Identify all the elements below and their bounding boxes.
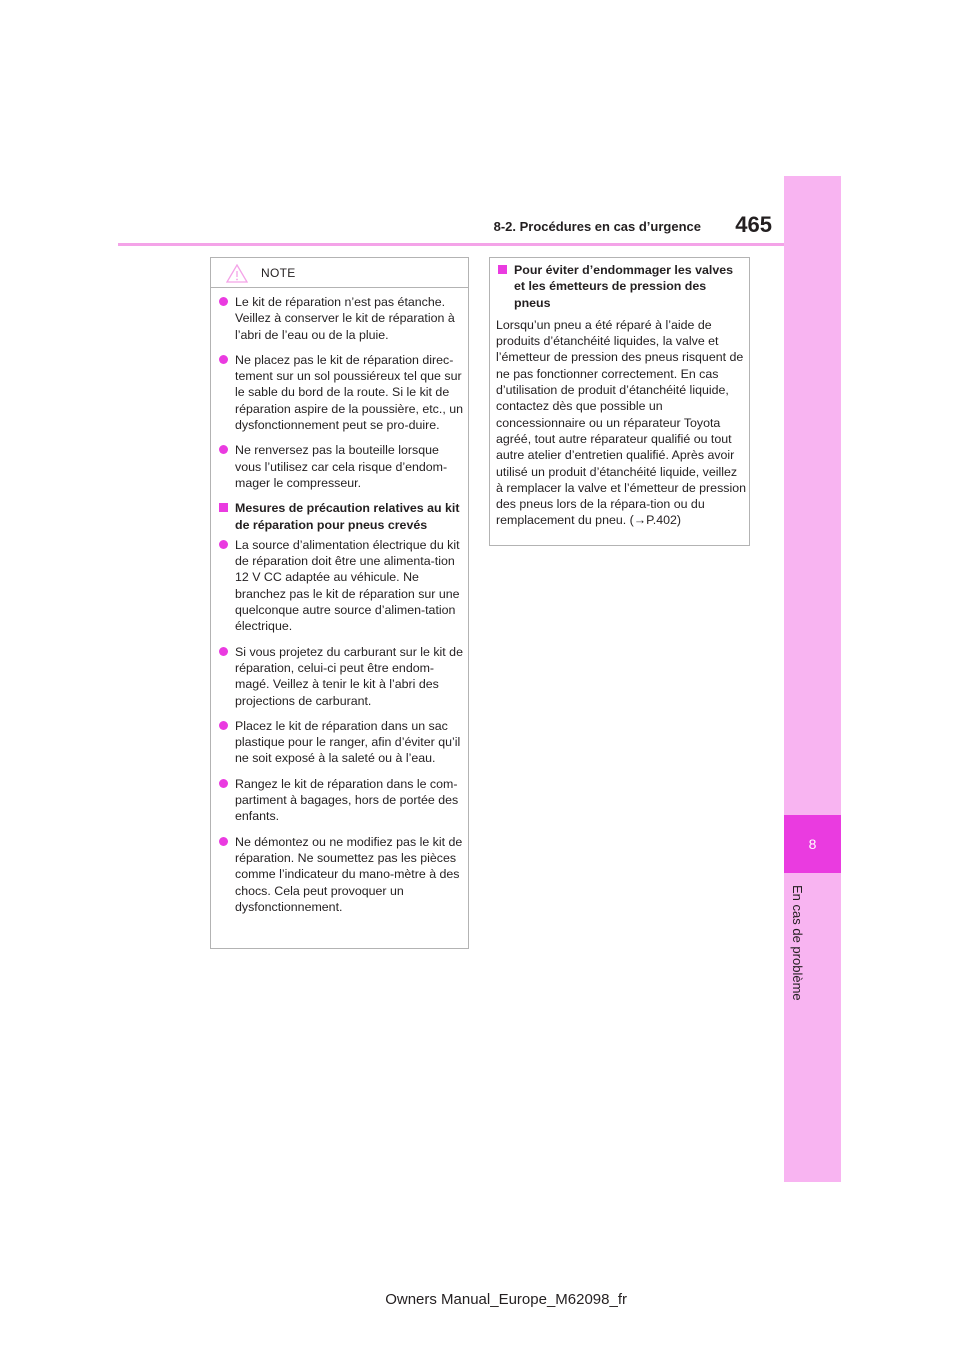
- header-rule: [118, 243, 784, 246]
- bullet-icon: [219, 647, 228, 656]
- note-subheading: Mesures de précaution relatives au kit de réparation pour pneus crevés: [217, 500, 465, 533]
- info-heading: Pour éviter d’endommager les valves et les émetteurs de pression des pneus: [496, 262, 746, 311]
- list-item: La source d’alimentation électrique du kit de réparation doit être une alimenta-tion 12 V CC adaptée au véhicule. Ne branchez pas le kit de réparation sur une quelconque autre source d’alimen-tation électrique.: [217, 537, 465, 635]
- note-content: [217, 294, 465, 924]
- list-item: Rangez le kit de réparation dans le com-partiment à bagages, hors de portée des enfants.: [217, 776, 465, 825]
- bullet-icon: [219, 355, 228, 364]
- list-item: Le kit de réparation n’est pas étanche. Veillez à conserver le kit de réparation à l’abri de l’eau ou de la pluie.: [217, 294, 465, 343]
- list-item: Placez le kit de réparation dans un sac plastique pour le ranger, afin d’éviter qu’il ne soit exposé à la saleté ou à l’eau.: [217, 718, 465, 767]
- chapter-title: En cas de problème: [790, 885, 805, 1001]
- info-content: [496, 262, 746, 529]
- chapter-side-tab: [784, 176, 841, 1182]
- bullet-icon: [219, 297, 228, 306]
- bullet-icon: [219, 779, 228, 788]
- note-box: [210, 257, 469, 949]
- list-item: Ne démontez ou ne modifiez pas le kit de réparation. Ne soumettez pas les pièces comme l’indicateur du mano-mètre à des chocs. Cela peut provoquer un dysfonctionnement.: [217, 834, 465, 915]
- info-body: Lorsqu’un pneu a été réparé à l’aide de produits d’étanchéité liquides, la valve et l’émetteur de pression des pneus risquent de ne pas fonctionner correctement. En cas d’utilisation de produit d’étanchéité liquide, contactez dès que possible un concessionnaire ou un réparateur Toyota agréé, tout autre réparateur qualifié ou tout autre atelier d’entretien qualifié. Après avoir utilisé un produit d’étanchéité liquide, veillez à remplacer la valve et l’émetteur de pression des pneus lors de la répara-tion ou du remplacement du pneu. (→P.402): [496, 317, 746, 528]
- warning-triangle-icon: [226, 264, 248, 283]
- chapter-number: 8: [784, 815, 841, 873]
- section-title: 8-2. Procédures en cas d’urgence: [493, 219, 701, 234]
- footer-manual-id: Owners Manual_Europe_M62098_fr: [385, 1291, 627, 1308]
- page-number: 465: [735, 212, 772, 237]
- list-item: Ne renversez pas la bouteille lorsque vous l’utilisez car cela risque d’endom-mager le compresseur.: [217, 442, 465, 491]
- bullet-icon: [219, 540, 228, 549]
- list-item: Si vous projetez du carburant sur le kit de réparation, celui-ci peut être endom-magé. Veillez à tenir le kit à l’abri des projections de carburant.: [217, 644, 465, 709]
- bullet-icon: [219, 721, 228, 730]
- note-label: NOTE: [261, 266, 296, 280]
- bullet-icon: [219, 445, 228, 454]
- square-bullet-icon: [498, 265, 507, 274]
- square-bullet-icon: [219, 503, 228, 512]
- info-box: [489, 257, 750, 546]
- bullet-icon: [219, 837, 228, 846]
- chapter-title-container: [785, 885, 809, 1010]
- list-item: Ne placez pas le kit de réparation direc-tement sur un sol poussiéreux tel que sur le sable du bord de la route. Si le kit de réparation aspire de la poussière, etc., un dysfonctionnement peut se pro-duire.: [217, 352, 465, 433]
- note-header: [211, 258, 468, 288]
